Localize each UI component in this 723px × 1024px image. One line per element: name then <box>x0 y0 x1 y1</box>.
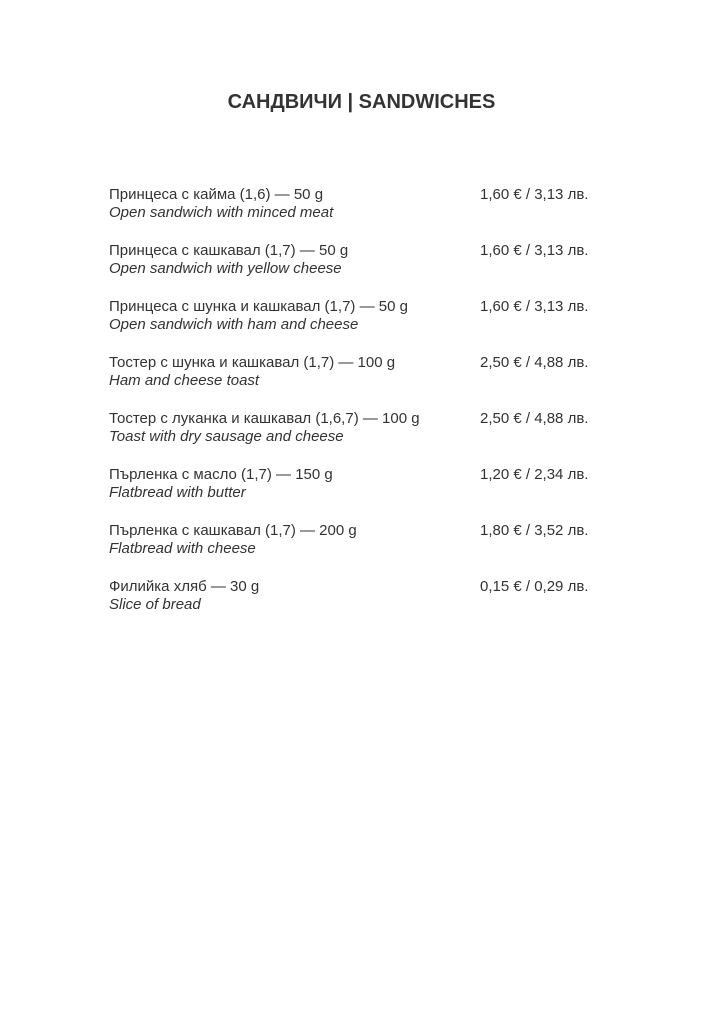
item-translation: Open sandwich with yellow cheese <box>109 260 342 277</box>
item-name: Филийка хляб — 30 g <box>109 578 260 595</box>
item-translation: Ham and cheese toast <box>109 372 260 389</box>
item-price: 1,80 € / 3,52 лв. <box>480 522 589 539</box>
item-name: Тостер с луканка и кашкавал (1,6,7) — 100 g <box>109 410 420 427</box>
menu-item <box>109 353 609 409</box>
item-price: 2,50 € / 4,88 лв. <box>480 410 589 427</box>
item-translation: Open sandwich with ham and cheese <box>109 316 359 333</box>
item-translation: Flatbread with butter <box>109 484 246 501</box>
item-name: Тостер с шунка и кашкавал (1,7) — 100 g <box>109 354 396 371</box>
menu-item <box>109 297 609 353</box>
item-price: 1,60 € / 3,13 лв. <box>480 242 589 259</box>
item-price: 2,50 € / 4,88 лв. <box>480 354 589 371</box>
menu-item <box>109 185 609 241</box>
item-name: Принцеса с кайма (1,6) — 50 g <box>109 186 324 203</box>
menu-item <box>109 409 609 465</box>
item-translation: Open sandwich with minced meat <box>109 204 334 221</box>
menu-item <box>109 241 609 297</box>
item-name: Принцеса с шунка и кашкавал (1,7) — 50 g <box>109 298 408 315</box>
menu-item <box>109 577 609 633</box>
item-price: 1,20 € / 2,34 лв. <box>480 466 589 483</box>
menu-item <box>109 465 609 521</box>
menu-item <box>109 521 609 577</box>
item-name: Принцеса с кашкавал (1,7) — 50 g <box>109 242 349 259</box>
item-translation: Flatbread with cheese <box>109 540 256 557</box>
item-translation: Slice of bread <box>109 596 201 613</box>
item-name: Пърленка с кашкавал (1,7) — 200 g <box>109 522 357 539</box>
page-title: САНДВИЧИ | SANDWICHES <box>227 91 496 113</box>
item-price: 1,60 € / 3,13 лв. <box>480 186 589 203</box>
item-name: Пърленка с масло (1,7) — 150 g <box>109 466 333 483</box>
item-price: 0,15 € / 0,29 лв. <box>480 578 589 595</box>
item-price: 1,60 € / 3,13 лв. <box>480 298 589 315</box>
item-translation: Toast with dry sausage and cheese <box>109 428 344 445</box>
menu-list <box>109 185 609 633</box>
